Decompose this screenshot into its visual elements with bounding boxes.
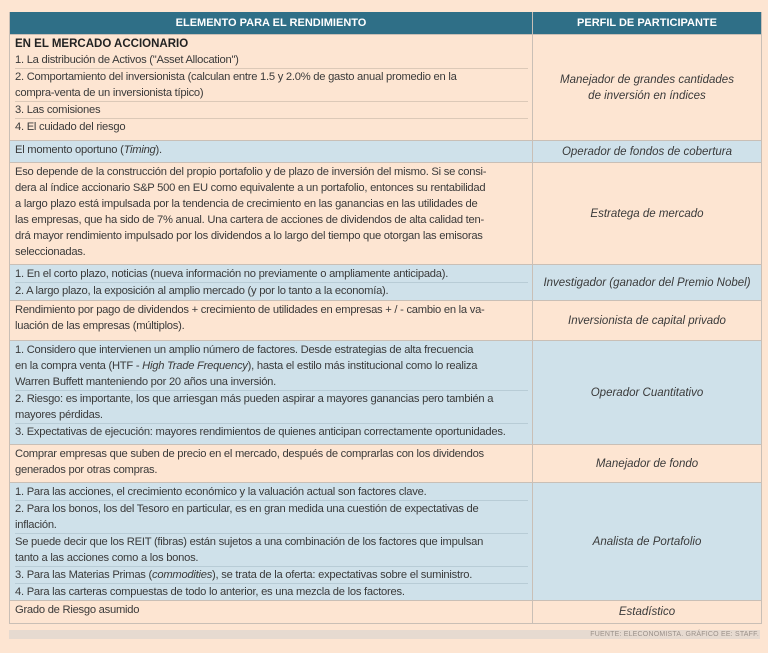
italic-text: commodities <box>152 569 213 581</box>
list-item <box>15 266 528 282</box>
comparison-table <box>9 12 762 624</box>
list-item <box>15 390 528 423</box>
elemento-cell <box>10 163 533 264</box>
text-line <box>15 196 528 212</box>
text: ). <box>155 144 162 156</box>
list-item <box>15 68 528 101</box>
text: en la compra venta (HTF - <box>15 360 143 372</box>
text-line <box>15 228 528 244</box>
list-item <box>15 101 528 118</box>
text: las empresas, que ha sido de 7% anual. Una cartera de acciones de dividendos de alta calidad ten- <box>15 214 484 226</box>
table-header <box>10 12 761 34</box>
list-item <box>15 142 528 158</box>
list-item <box>15 500 528 533</box>
text-line <box>15 567 528 583</box>
text-line <box>15 534 528 550</box>
text: dera al índice accionario S&P 500 en EU como equivalente a un portafolio, entonces su rentabilidad <box>15 182 486 194</box>
profile-text: Operador Cuantitativo <box>590 386 704 399</box>
profile-text: Operador de fondos de cobertura <box>561 145 733 158</box>
list-item <box>15 484 528 500</box>
elemento-cell <box>10 601 533 623</box>
perfil-cell <box>533 35 761 140</box>
text: 3. Expectativas de ejecución: mayores rendimientos de quienes anticipan correctamente oportunidades. <box>15 426 506 438</box>
perfil-cell <box>533 141 761 162</box>
list-item <box>15 118 528 135</box>
elemento-cell <box>10 445 533 482</box>
text-line <box>15 550 528 566</box>
text: Grado de Riesgo asumido <box>15 604 140 616</box>
text-line <box>15 584 528 600</box>
text-line <box>15 119 528 135</box>
text: 2. Comportamiento del inversionista (calculan entre 1.5 y 2.0% de gasto anual promedio en la <box>15 71 457 83</box>
table-row <box>10 444 761 482</box>
text: Rendimiento por pago de dividendos + crecimiento de utilidades en empresas + / - cambio en la va- <box>15 304 485 316</box>
text: Se puede decir que los REIT (fibras) están sujetos a una combinación de los factores que impulsan <box>15 536 484 548</box>
text: Eso depende de la construcción del propio portafolio y de plazo de inversión del mismo. Si se consi- <box>15 166 487 178</box>
elemento-cell <box>10 265 533 300</box>
text: El momento oportuno ( <box>15 144 124 156</box>
text-line <box>15 69 528 85</box>
text: 1. En el corto plazo, noticias (nueva información no previamente o ampliamente anticipada). <box>15 268 449 280</box>
text-line <box>15 374 528 390</box>
text: 3. Para las Materias Primas ( <box>15 569 152 581</box>
text-line <box>15 602 528 618</box>
perfil-cell <box>533 301 761 340</box>
text-line <box>15 342 528 358</box>
profile-text: de inversión en índices <box>588 89 706 102</box>
text: seleccionadas. <box>15 246 86 258</box>
text-line <box>15 266 528 282</box>
text: tanto a las acciones como a los bonos. <box>15 552 199 564</box>
table-row <box>10 34 761 140</box>
text: generados por otras compras. <box>15 464 158 476</box>
list-item <box>15 164 528 260</box>
text-line <box>15 52 528 68</box>
text: 2. A largo plazo, la exposición al amplio mercado (y por lo tanto a la economía). <box>15 285 389 297</box>
text-line <box>15 212 528 228</box>
text-line <box>15 164 528 180</box>
text-line <box>15 391 528 407</box>
profile-text: Investigador (ganador del Premio Nobel) <box>543 276 751 289</box>
list-item <box>15 423 528 440</box>
section-title: EN EL MERCADO ACCIONARIO <box>15 38 189 50</box>
list-item <box>15 602 528 618</box>
elemento-cell <box>10 341 533 444</box>
text: mayores pérdidas. <box>15 409 103 421</box>
text: inflación. <box>15 519 57 531</box>
text-line <box>15 484 528 500</box>
text-line <box>15 318 528 334</box>
text-line <box>15 85 528 101</box>
italic-text: High Trade Frequency <box>142 360 248 372</box>
elemento-cell <box>10 483 533 600</box>
profile-text: Inversionista de capital privado <box>568 314 726 327</box>
text-line <box>15 446 528 462</box>
elemento-cell <box>10 141 533 162</box>
text-line <box>15 180 528 196</box>
list-item <box>15 583 528 600</box>
profile-text: Estratega de mercado <box>590 207 704 220</box>
text: 1. Para las acciones, el crecimiento económico y la valuación actual son factores clave. <box>15 486 427 498</box>
perfil-cell <box>533 341 761 444</box>
text: 2. Riesgo: es importante, los que arriesgan más pueden aspirar a mayores ganancias pero también a <box>15 393 494 405</box>
text: luación de las empresas (múltiplos). <box>15 320 185 332</box>
text: Comprar empresas que suben de precio en el mercado, después de comprarlas con los dividendos <box>15 448 484 460</box>
profile-text: Manejador de fondo <box>595 457 699 470</box>
text-line <box>15 302 528 318</box>
text-line <box>15 462 528 478</box>
text: 4. Para las carteras compuestas de todo lo anterior, es una mezcla de los factores. <box>15 586 405 598</box>
table-row <box>10 340 761 444</box>
list-item <box>15 282 528 299</box>
text: a largo plazo está impulsada por la tendencia de crecimiento en las ganancias en las utilidades de <box>15 198 478 210</box>
text-line <box>15 424 528 440</box>
table-row <box>10 482 761 600</box>
text-line <box>15 501 528 517</box>
profile-text: Manejador de grandes cantidades <box>560 73 734 86</box>
list-item <box>15 533 528 566</box>
table-row <box>10 140 761 162</box>
text-line <box>15 517 528 533</box>
profile-text: Analista de Portafolio <box>592 535 702 548</box>
text-line <box>15 102 528 118</box>
elemento-cell <box>10 301 533 340</box>
table-row <box>10 600 761 623</box>
text: drá mayor rendimiento impulsado por los dividendos a lo largo del tiempo que otorgan las emisoras <box>15 230 483 242</box>
text: ), se trata de la oferta: expectativas sobre el suministro. <box>212 569 473 581</box>
text-line <box>15 142 528 158</box>
list-item <box>15 446 528 478</box>
profile-text: Estadístico <box>618 606 676 618</box>
text-line <box>15 358 528 374</box>
list-item <box>15 342 528 390</box>
header-elemento: ELEMENTO PARA EL RENDIMIENTO <box>10 12 533 34</box>
source-note: FUENTE: ELECONOMISTA. GRÁFICO EE: STAFF. <box>590 631 759 638</box>
table-row <box>10 300 761 340</box>
header-perfil: PERFIL DE PARTICIPANTE <box>577 17 717 29</box>
text-line <box>15 283 528 299</box>
italic-text: Timing <box>123 144 156 156</box>
list-item <box>15 302 528 334</box>
perfil-cell <box>533 483 761 600</box>
text-line <box>15 407 528 423</box>
elemento-cell <box>10 35 533 140</box>
text: compra-venta de un inversionista típico) <box>15 87 204 99</box>
perfil-cell <box>533 445 761 482</box>
perfil-cell <box>533 163 761 264</box>
text: 3. Las comisiones <box>15 104 101 116</box>
text: 2. Para los bonos, los del Tesoro en particular, es en gran medida una cuestión de expectativas de <box>15 503 479 515</box>
text: 1. La distribución de Activos ("Asset Allocation") <box>15 54 239 66</box>
text-line <box>15 244 528 260</box>
list-item <box>15 52 528 68</box>
table-row <box>10 264 761 300</box>
list-item <box>15 566 528 583</box>
text: 1. Considero que intervienen un amplio número de factores. Desde estrategias de alta frecuencia <box>15 344 474 356</box>
perfil-cell <box>533 265 761 300</box>
text: Warren Buffett manteniendo por 20 años una inversión. <box>15 376 277 388</box>
text: 4. El cuidado del riesgo <box>15 121 126 133</box>
table-row <box>10 162 761 264</box>
perfil-cell <box>533 601 761 623</box>
text: ), hasta el estilo más institucional como lo realiza <box>247 360 478 372</box>
